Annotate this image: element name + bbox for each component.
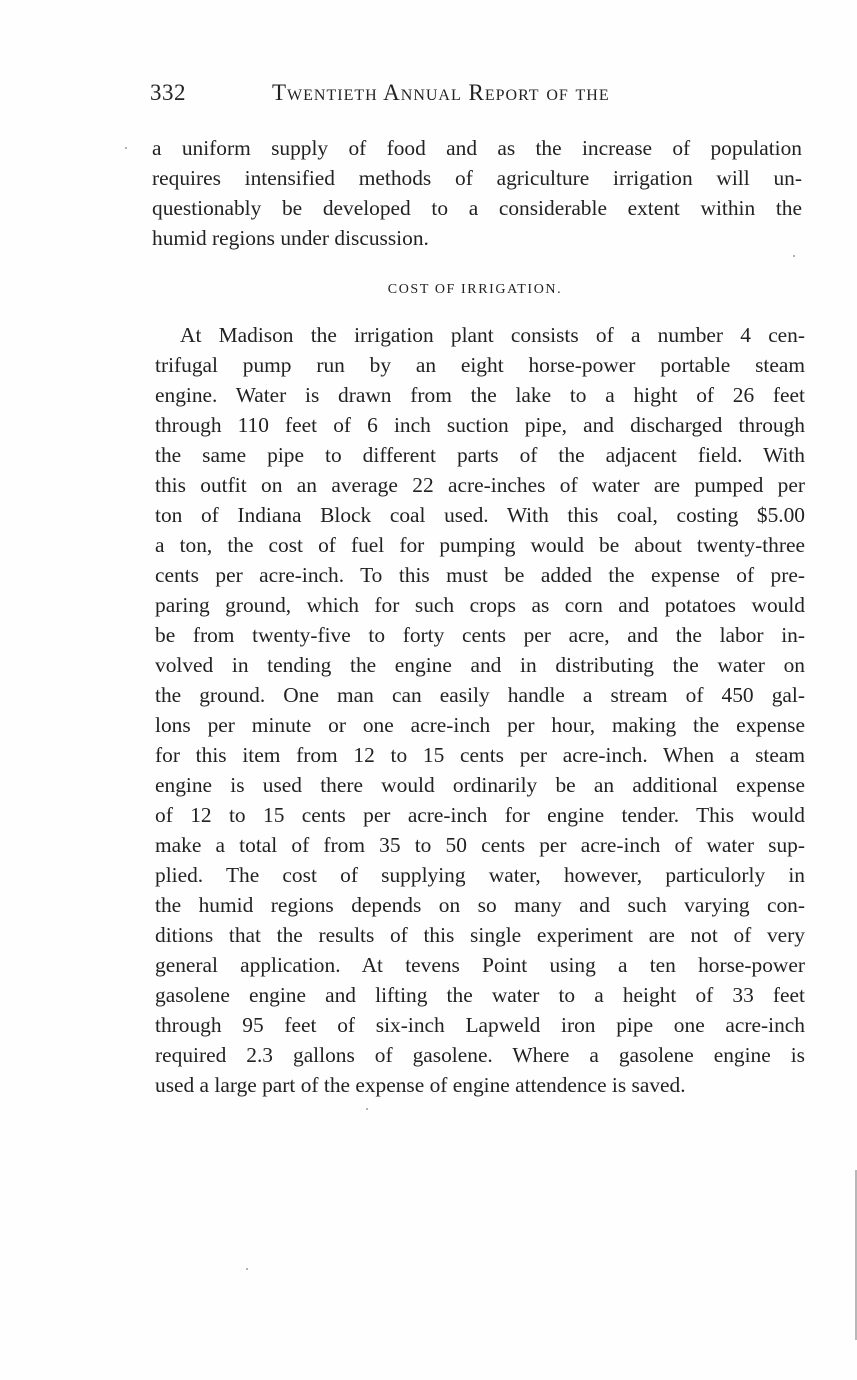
scan-speck — [125, 147, 127, 149]
text-line: engine is used there would ordinarily be an additional expense — [155, 773, 805, 797]
text-line: plied. The cost of supplying water, however, particulorly in — [155, 863, 805, 887]
text-line: cents per acre-inch. To this must be added the expense of pre- — [155, 563, 805, 587]
text-line: for this item from 12 to 15 cents per acre-inch. When a steam — [155, 743, 805, 767]
text-line: paring ground, which for such crops as corn and potatoes would — [155, 593, 805, 617]
intro-paragraph — [152, 133, 802, 253]
text-line: be from twenty-five to forty cents per acre, and the labor in- — [155, 623, 805, 647]
text-line: humid regions under discussion. — [152, 226, 429, 250]
scan-speck — [793, 255, 795, 257]
text-line: At Madison the irrigation plant consists of a number 4 cen- — [180, 323, 805, 347]
text-line: gasolene engine and lifting the water to a height of 33 feet — [155, 983, 805, 1007]
text-line: ditions that the results of this single experiment are not of very — [155, 923, 805, 947]
text-line: make a total of from 35 to 50 cents per acre-inch of water sup- — [155, 833, 805, 857]
scan-speck — [246, 1268, 248, 1270]
text-line: requires intensified methods of agriculture irrigation will un- — [152, 166, 802, 190]
text-line: engine. Water is drawn from the lake to a hight of 26 feet — [155, 383, 805, 407]
section-heading: COST OF IRRIGATION. — [387, 282, 563, 297]
text-line: this outfit on an average 22 acre-inches of water are pumped per — [155, 473, 805, 497]
text-line: required 2.3 gallons of gasolene. Where a gasolene engine is — [155, 1043, 805, 1067]
running-header — [150, 80, 810, 114]
text-line: the humid regions depends on so many and such varying con- — [155, 893, 805, 917]
running-title: Twentieth Annual Report of the — [272, 80, 610, 105]
text-line: a uniform supply of food and as the increase of population — [152, 136, 802, 160]
page-number: 332 — [150, 80, 186, 105]
text-line: through 110 feet of 6 inch suction pipe, and discharged through — [155, 413, 805, 437]
text-line: through 95 feet of six-inch Lapweld iron pipe one acre-inch — [155, 1013, 805, 1037]
text-line: lons per minute or one acre-inch per hour, making the expense — [155, 713, 805, 737]
scan-speck — [366, 1108, 368, 1110]
text-line: ton of Indiana Block coal used. With this coal, costing $5.00 — [155, 503, 805, 527]
text-line: trifugal pump run by an eight horse-power portable steam — [155, 353, 805, 377]
text-line: questionably be developed to a considerable extent within the — [152, 196, 802, 220]
text-line: the same pipe to different parts of the adjacent field. With — [155, 443, 805, 467]
text-line: the ground. One man can easily handle a stream of 450 gal- — [155, 683, 805, 707]
text-line: volved in tending the engine and in distributing the water on — [155, 653, 805, 677]
text-line: general application. At tevens Point using a ten horse-power — [155, 953, 805, 977]
text-line: of 12 to 15 cents per acre-inch for engine tender. This would — [155, 803, 805, 827]
cost-paragraph — [155, 320, 805, 1100]
text-line: a ton, the cost of fuel for pumping would be about twenty-three — [155, 533, 805, 557]
text-line: used a large part of the expense of engine attendence is saved. — [155, 1073, 686, 1097]
